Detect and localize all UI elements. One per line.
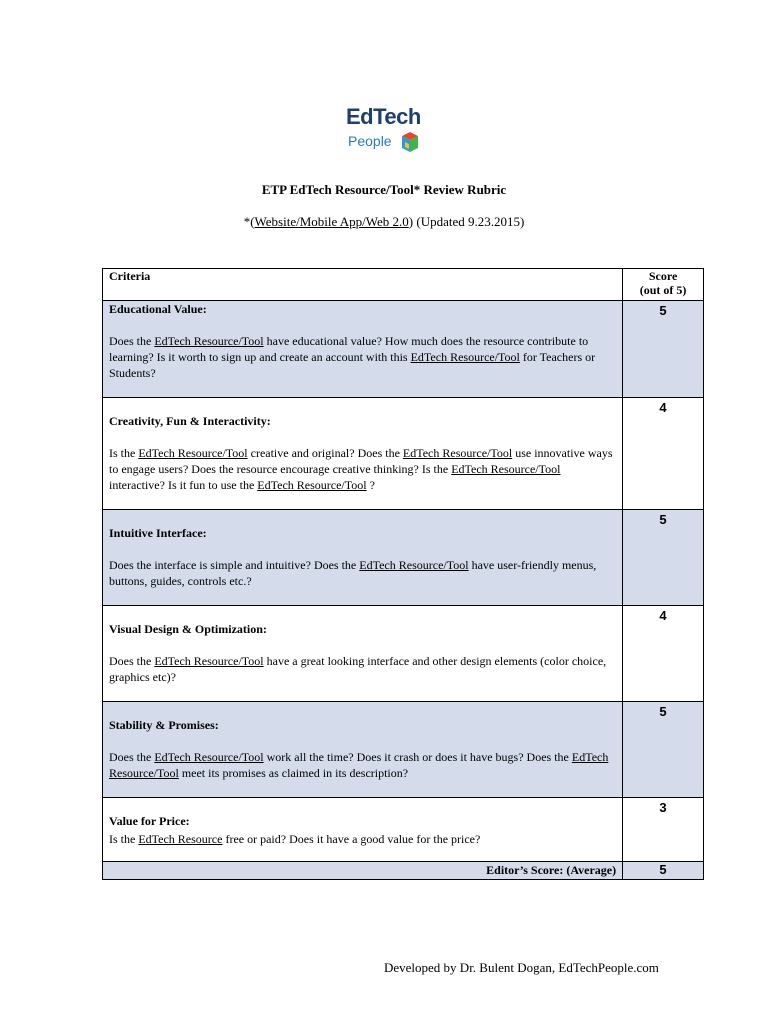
description-text: ? <box>366 478 375 492</box>
subtitle-suffix: ) (Updated 9.23.2015) <box>408 214 525 229</box>
description-text: Does the <box>109 334 155 348</box>
underlined-term: EdTech Resource/Tool <box>154 334 264 348</box>
underlined-term: EdTech Resource/Tool <box>402 446 513 460</box>
criteria-title: Stability & Promises: <box>109 718 219 732</box>
criteria-description <box>109 653 616 685</box>
criteria-description <box>109 333 616 381</box>
score-cell: 4 <box>623 606 704 702</box>
criteria-cell <box>103 398 623 510</box>
score-cell: 4 <box>623 398 704 510</box>
criteria-title: Creativity, Fun & Interactivity: <box>109 414 271 428</box>
edtechpeople-logo <box>346 104 426 160</box>
table-row <box>103 606 704 702</box>
criteria-description <box>109 749 616 781</box>
underlined-term: EdTech Resource <box>138 832 223 846</box>
description-text: Does the <box>109 750 155 764</box>
table-row <box>103 798 704 862</box>
score-cell: 5 <box>623 510 704 606</box>
underlined-term: EdTech Resource/Tool <box>359 558 469 572</box>
criteria-cell <box>103 702 623 798</box>
criteria-title: Educational Value: <box>109 302 207 316</box>
description-text: have a great looking interface and other design elements (color choice, graphics etc)? <box>109 654 607 684</box>
criteria-cell <box>103 301 623 398</box>
score-cell: 5 <box>623 301 704 398</box>
description-text: meet its promises as claimed in its description? <box>178 766 409 780</box>
underlined-term: EdTech Resource/Tool <box>451 462 561 476</box>
underlined-term: EdTech Resource/Tool <box>109 750 609 780</box>
description-text: have user-friendly menus, buttons, guides, controls etc.? <box>109 558 597 588</box>
subtitle-prefix: *( <box>243 214 255 229</box>
description-text: free or paid? Does it have a good value for the price? <box>222 832 481 846</box>
description-text: Does the <box>109 654 155 668</box>
description-text: interactive? Is it fun to use the <box>109 478 258 492</box>
criteria-title: Visual Design & Optimization: <box>109 622 267 636</box>
criteria-description <box>109 445 616 493</box>
table-row <box>103 301 704 398</box>
description-text: work all the time? Does it crash or does it have bugs? Does the <box>263 750 572 764</box>
criteria-cell <box>103 510 623 606</box>
document-subtitle <box>0 214 768 230</box>
logo-text-people: People <box>348 133 392 149</box>
editor-score-value: 5 <box>623 862 704 880</box>
header-score-line1: Score <box>648 269 678 283</box>
score-cell: 5 <box>623 702 704 798</box>
underlined-term: EdTech Resource/Tool <box>410 350 520 364</box>
criteria-description <box>109 557 616 589</box>
description-text: use innovative ways to engage users? Does the resource encourage creative thinking? Is the <box>109 446 613 476</box>
table-header-row <box>103 269 704 301</box>
logo-text-edtech: EdTech <box>346 104 421 129</box>
description-text: Is the <box>109 446 139 460</box>
description-text: Does the interface is simple and intuitive? Does the <box>109 558 360 572</box>
header-score <box>623 269 704 301</box>
description-text: have educational value? How much does the resource contribute to learning? Is it worth to sign up and create an account with this <box>109 334 589 364</box>
header-score-line2: (out of 5) <box>639 283 687 297</box>
document-title: ETP EdTech Resource/Tool* Review Rubric <box>261 182 507 197</box>
underlined-term: EdTech Resource/Tool <box>154 750 264 764</box>
criteria-title: Intuitive Interface: <box>109 526 207 540</box>
description-text: for Teachers or Students? <box>109 350 596 380</box>
header-criteria: Criteria <box>103 269 623 301</box>
table-row <box>103 510 704 606</box>
underlined-term: EdTech Resource/Tool <box>257 478 367 492</box>
editor-score-label: Editor’s Score: (Average) <box>103 862 623 880</box>
table-row <box>103 398 704 510</box>
rubric-table <box>102 268 704 880</box>
description-text: creative and original? Does the <box>247 446 403 460</box>
underlined-term: EdTech Resource/Tool <box>138 446 248 460</box>
criteria-cell <box>103 606 623 702</box>
credit-line: Developed by Dr. Bulent Dogan, EdTechPeople.com <box>384 960 659 975</box>
cube-icon <box>400 130 420 154</box>
criteria-title: Value for Price: <box>109 814 190 828</box>
editor-score-row <box>103 862 704 880</box>
table-row <box>103 702 704 798</box>
criteria-description <box>109 831 616 847</box>
score-cell: 3 <box>623 798 704 862</box>
subtitle-underlined: Website/Mobile App/Web 2.0 <box>254 214 409 229</box>
underlined-term: EdTech Resource/Tool <box>154 654 264 668</box>
criteria-cell <box>103 798 623 862</box>
description-text: Is the <box>109 832 139 846</box>
